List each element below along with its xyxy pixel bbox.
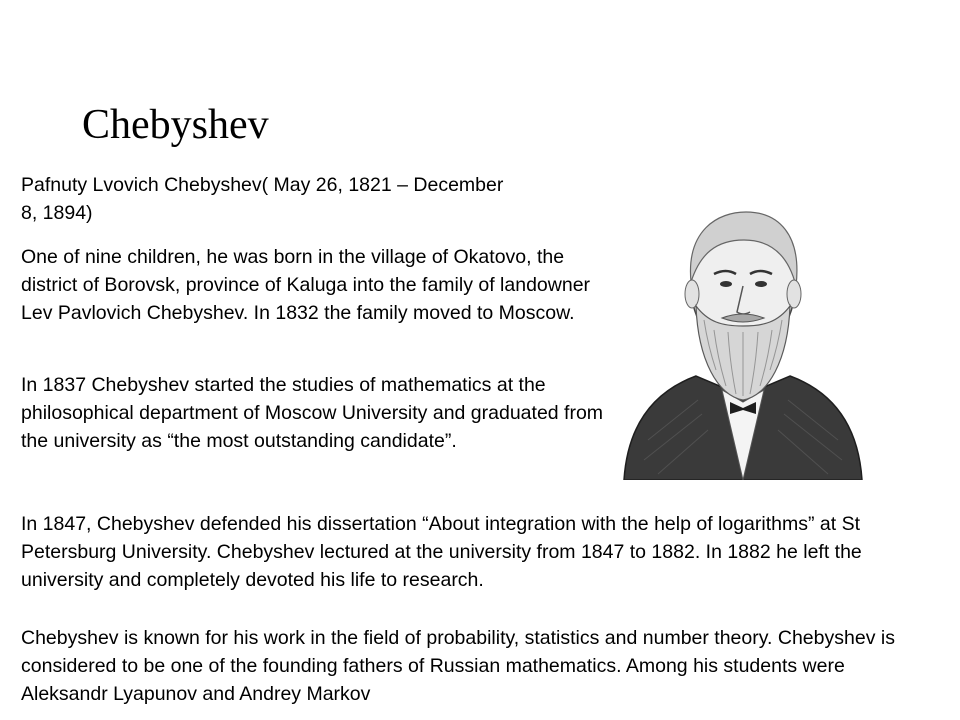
slide-title: Chebyshev: [82, 102, 269, 148]
studies-paragraph: In 1837 Chebyshev started the studies of mathematics at the philosophical department of Moscow University and graduated from the university as “the most outstanding candidate”.: [21, 374, 604, 452]
intro-paragraph: Pafnuty Lvovich Chebyshev( May 26, 1821 – December 8, 1894): [21, 174, 504, 224]
career-paragraph: In 1847, Chebyshev defended his dissertation “About integration with the help of logarithms” at St Petersburg University. Chebyshev lectured at the university from 1847 to 1882. In 1882 he left the university and completely devoted his life to research.: [21, 513, 862, 591]
birth-paragraph: One of nine children, he was born in the village of Okatovo, the district of Borovsk, province of Kaluga into the family of landowner Lev Pavlovich Chebyshev. In 1832 the family moved to Moscow.: [21, 246, 591, 324]
legacy-paragraph: Chebyshev is known for his work in the field of probability, statistics and number theory. Chebyshev is considered to be one of the founding fathers of Russian mathematics. Among his students were Aleksandr Lyapunov and Andrey Markov: [21, 627, 895, 705]
portrait-engraving-icon: [618, 190, 868, 480]
